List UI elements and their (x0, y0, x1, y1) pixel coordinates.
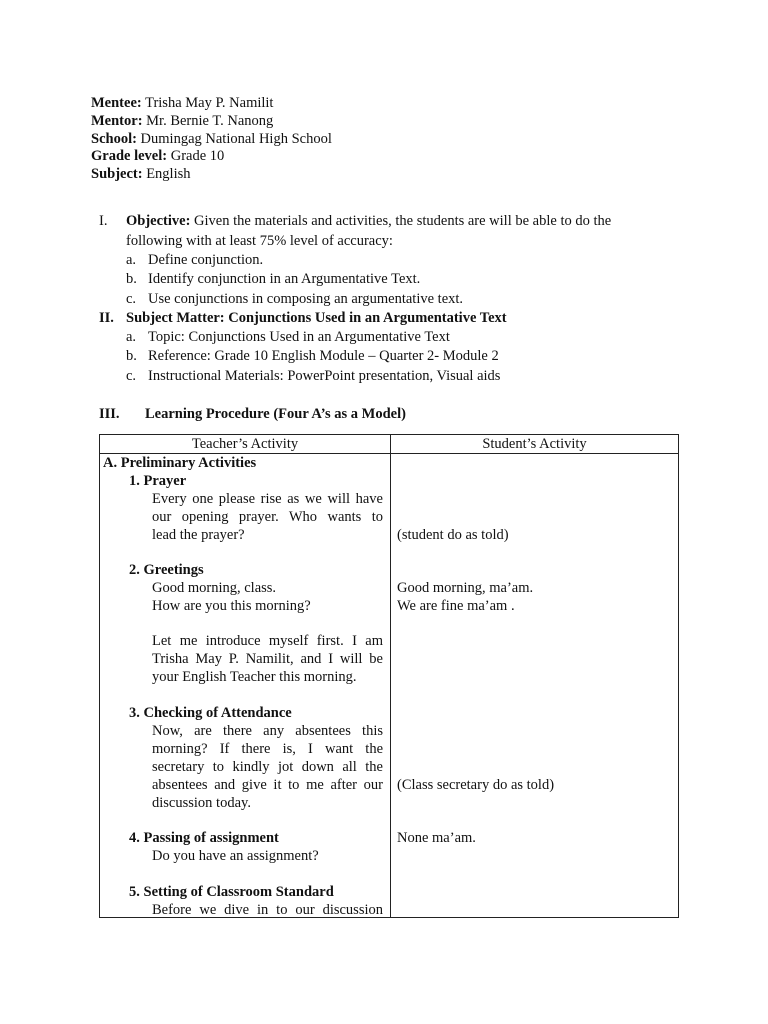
greetings-title: 2. Greetings (129, 562, 204, 578)
mentee-line: Mentee: Trisha May P. Namilit (91, 95, 274, 111)
assignment-response: None ma’am. (397, 830, 476, 846)
subject-matter-item-letter: c. (126, 368, 137, 384)
subject-matter-heading: Subject Matter: Conjunctions Used in an Argumentative Text (126, 310, 507, 326)
greetings-text: Good morning, class. (152, 580, 277, 596)
objective-line-2: following with at least 75% level of accuracy: (126, 233, 393, 249)
objective-item-letter: b. (126, 271, 137, 287)
procedure-heading: Learning Procedure (Four A’s as a Model) (145, 406, 406, 422)
prayer-title: 1. Prayer (129, 473, 187, 489)
attendance-text: Now, are there any absentees this (152, 723, 383, 739)
subject-matter-item-letter: a. (126, 329, 137, 345)
mentee-name: Trisha May P. Namilit (145, 95, 274, 111)
objective-item-letter: c. (126, 291, 137, 307)
prayer-text: Every one please rise as we will have (152, 491, 383, 507)
assignment-title: 4. Passing of assignment (129, 830, 279, 846)
procedure-number: III. (99, 406, 120, 422)
school-line: School: Dumingag National High School (91, 131, 332, 147)
grade-line: Grade level: Grade 10 (91, 148, 225, 164)
objective-line-1: Objective: Given the materials and activities, the students are will be able to do the (126, 213, 612, 229)
subject-value: English (146, 166, 191, 182)
intro-text: your English Teacher this morning. (152, 669, 357, 685)
objective-item: Use conjunctions in composing an argumentative text. (148, 291, 464, 307)
teacher-activity-header: Teacher’s Activity (100, 435, 391, 454)
school-name: Dumingag National High School (140, 131, 332, 147)
objective-number: I. (99, 213, 108, 229)
attendance-text: morning? If there is, I want the (152, 741, 383, 757)
attendance-title: 3. Checking of Attendance (129, 705, 292, 721)
prayer-text: lead the prayer? (152, 527, 245, 543)
attendance-text: discussion today. (152, 795, 251, 811)
objective-item: Identify conjunction in an Argumentative Text. (148, 271, 421, 287)
intro-text: Trisha May P. Namilit, and I will be (152, 651, 383, 667)
intro-text: Let me introduce myself first. I am (152, 633, 383, 649)
attendance-text: absentees and give it to me after our (152, 777, 383, 793)
attendance-text: secretary to kindly jot down all the (152, 759, 383, 775)
subject-matter-item: Instructional Materials: PowerPoint presentation, Visual aids (148, 368, 501, 384)
student-activity-header: Student’s Activity (391, 435, 679, 454)
subject-matter-item: Topic: Conjunctions Used in an Argumentative Text (148, 329, 450, 345)
standard-text: Before we dive in to our discussion (152, 902, 383, 918)
student-activity-cell (391, 454, 679, 918)
subject-line: Subject: English (91, 166, 191, 182)
greeting-response: Good morning, ma’am. (397, 580, 534, 596)
subject-matter-item: Reference: Grade 10 English Module – Quarter 2- Module 2 (148, 348, 499, 364)
standard-title: 5. Setting of Classroom Standard (129, 884, 334, 900)
mentor-line: Mentor: Mr. Bernie T. Nanong (91, 113, 274, 129)
attendance-response: (Class secretary do as told) (397, 777, 555, 793)
prayer-text: our opening prayer. Who wants to (152, 509, 383, 525)
teacher-activity-cell (100, 454, 391, 918)
assignment-text: Do you have an assignment? (152, 848, 319, 864)
procedure-table (99, 434, 679, 918)
objective-item-letter: a. (126, 252, 137, 268)
greeting-response: We are fine ma’am . (397, 598, 515, 614)
greetings-text: How are you this morning? (152, 598, 311, 614)
subject-matter-number: II. (99, 310, 114, 326)
mentor-name: Mr. Bernie T. Nanong (146, 113, 274, 129)
objective-item: Define conjunction. (148, 252, 264, 268)
section-a-heading: A. Preliminary Activities (103, 455, 257, 471)
grade-value: Grade 10 (170, 148, 225, 164)
prayer-response: (student do as told) (397, 527, 509, 543)
subject-matter-item-letter: b. (126, 348, 137, 364)
